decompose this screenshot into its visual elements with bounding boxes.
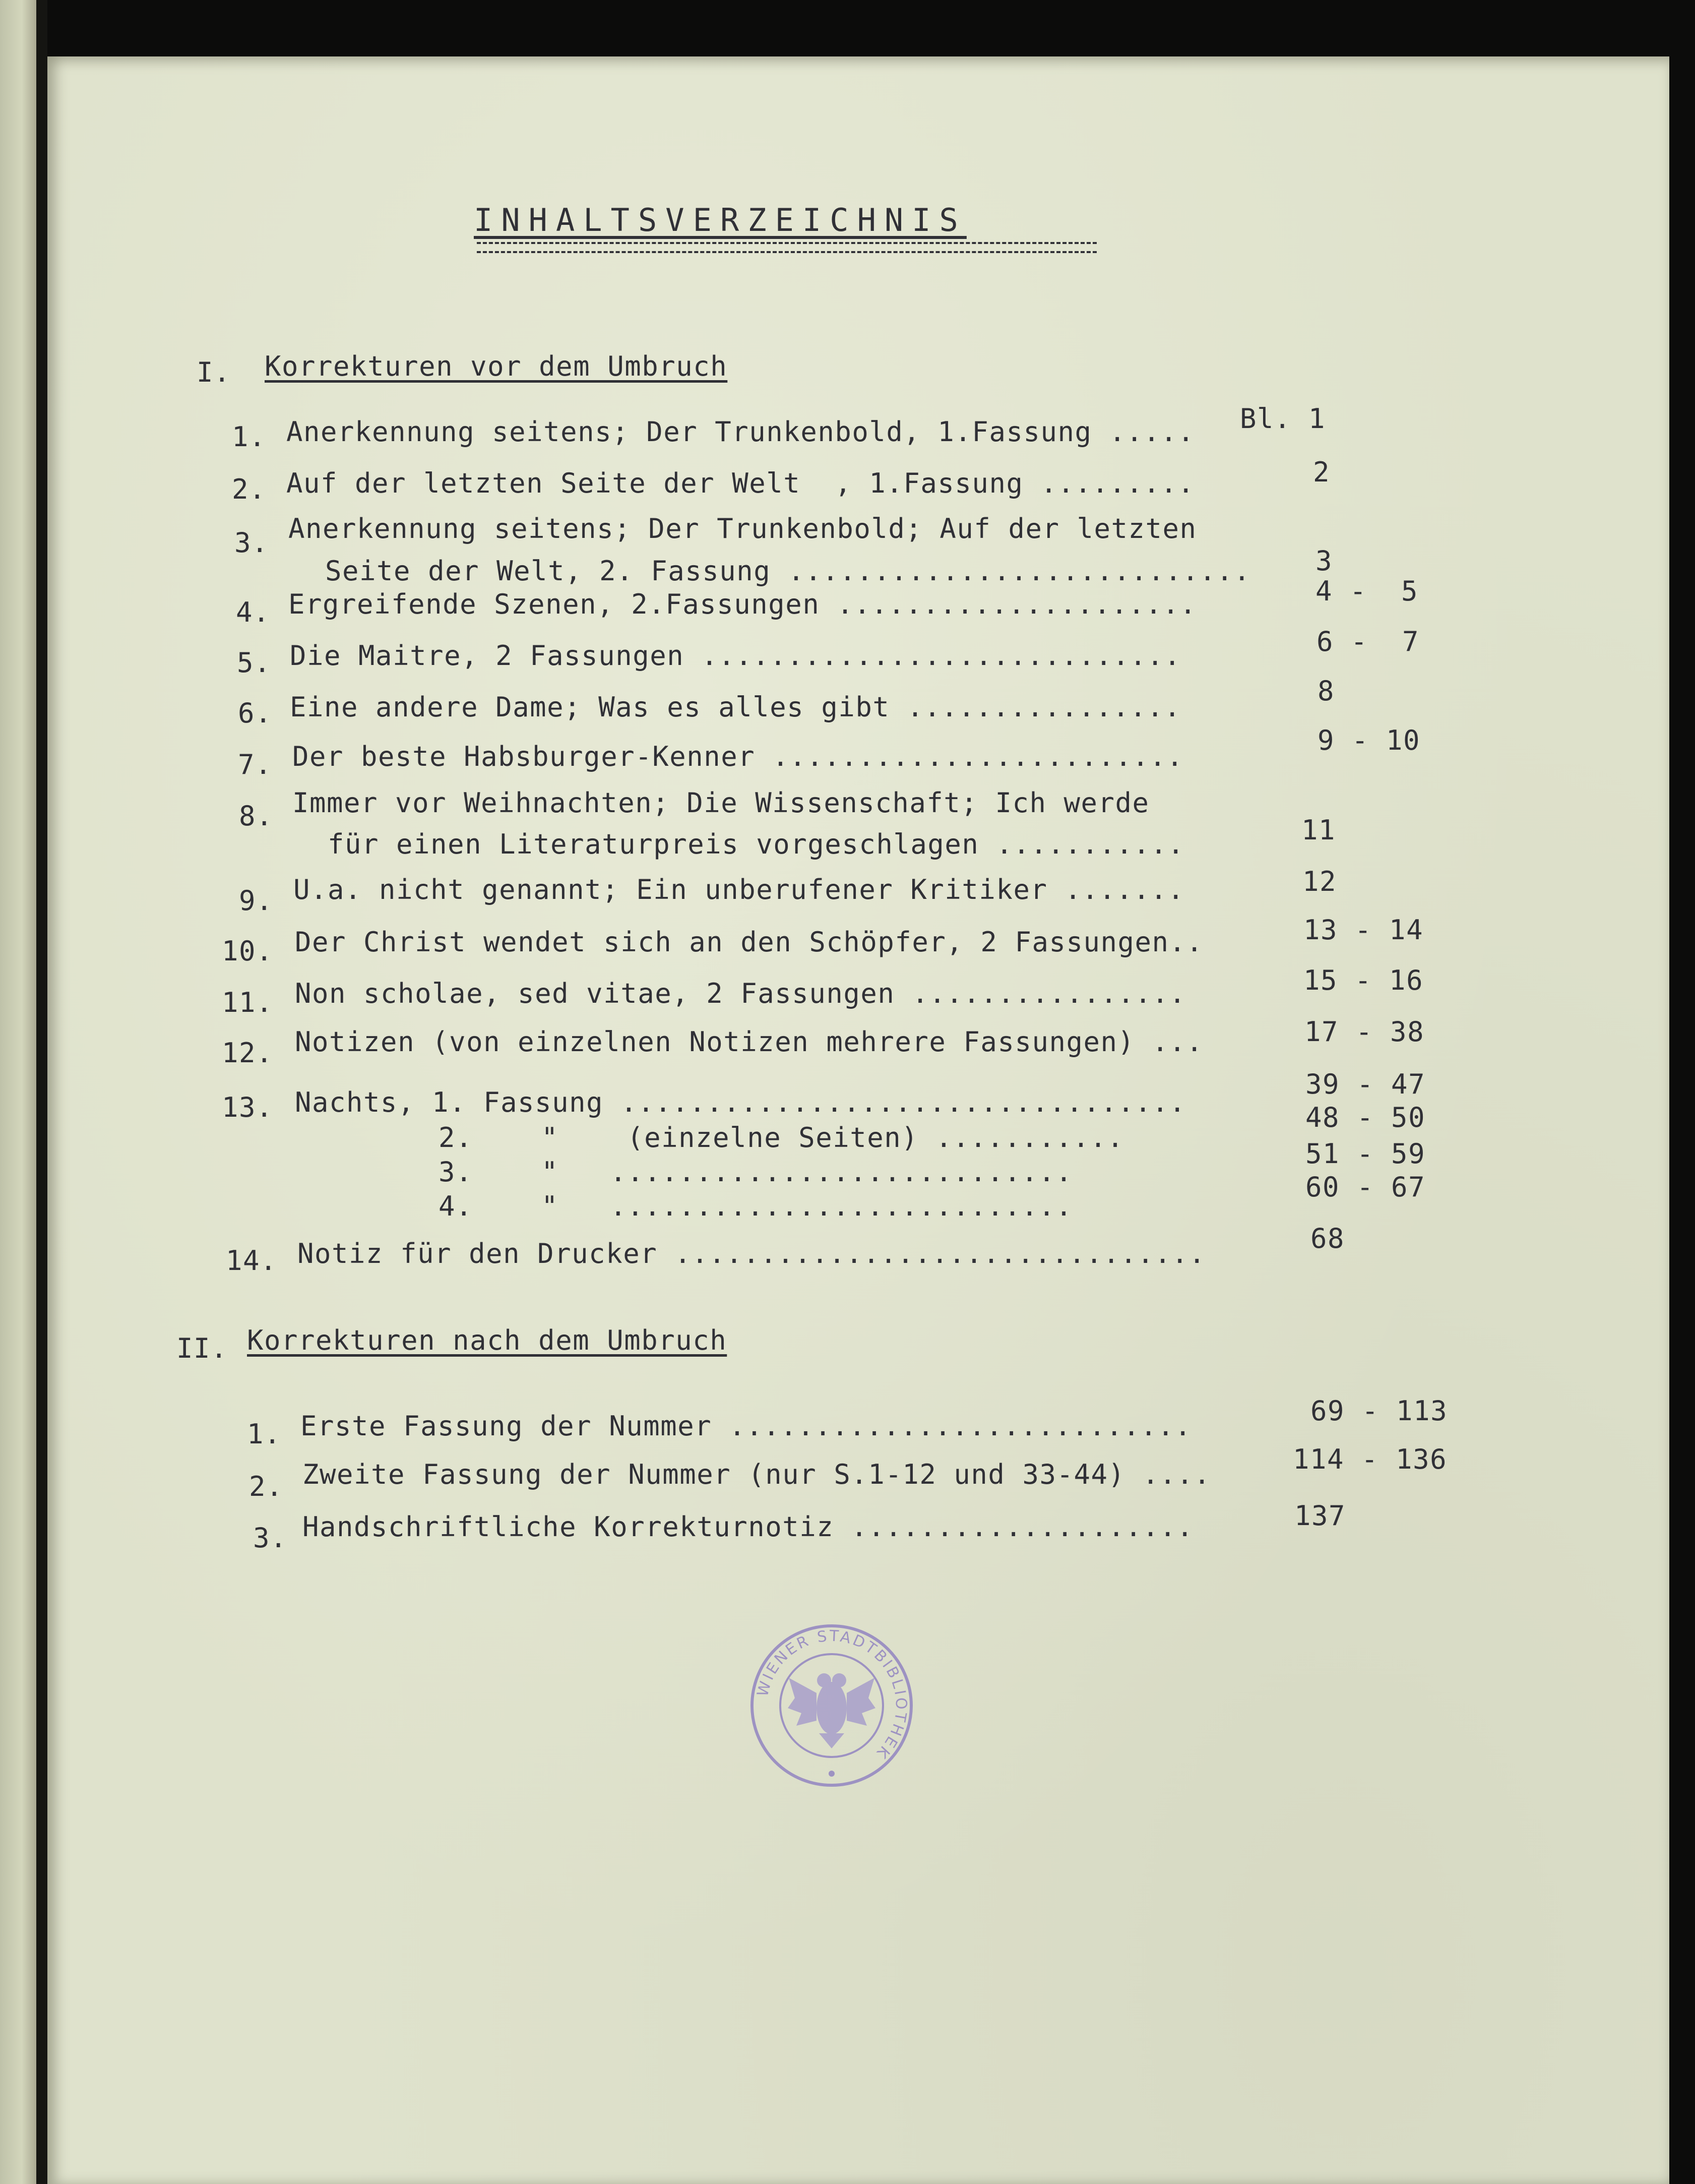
toc-entry-number: 8. [239,800,274,832]
library-stamp [748,1622,915,1789]
toc-entry-number: 2. [232,473,267,505]
toc-entry-pages: 9 - 10 [1317,724,1421,756]
toc-entry-title: Notiz für den Drucker ............................... [297,1238,1206,1269]
toc-entry-number: 14. [226,1245,278,1277]
toc-entry-pages: 68 [1310,1223,1345,1254]
toc-entry-title: U.a. nicht genannt; Ein unberufener Kritiker ....... [293,874,1185,905]
toc-subentry-pages: 60 - 67 [1305,1171,1426,1203]
toc-subentry-title: 4. " ........................... [438,1190,1073,1222]
toc-entry-title: Handschriftliche Korrekturnotiz .................... [302,1511,1194,1543]
stamp-text: WIENER STADTBIBLIOTHEK [754,1627,910,1763]
toc-entry-number: 9. [239,885,274,917]
toc-entry-pages: 4 - 5 [1315,575,1419,607]
toc-entry-title: Anerkennung seitens; Der Trunkenbold; Auf der letzten [288,513,1197,544]
toc-entry-number: 2. [249,1471,284,1502]
toc-entry-number: 7. [238,749,273,780]
toc-entry-title-continued: für einen Literaturpreis vorgeschlagen ........... [328,828,1185,860]
toc-entry-title: Non scholae, sed vitae, 2 Fassungen ................ [295,978,1186,1009]
toc-entry-title: Der Christ wendet sich an den Schöpfer, 2 Fassungen.. [295,926,1204,958]
toc-entry-number: 11. [222,987,274,1018]
toc-entry-pages: 3 [1315,545,1333,577]
toc-entry-pages: 39 - 47 [1305,1068,1426,1100]
toc-entry-number: 3. [234,527,269,559]
toc-subentry-title: 2. " (einzelne Seiten) ........... [438,1122,1124,1154]
part2-numeral: II. [176,1332,228,1364]
toc-entry-title: Der beste Habsburger-Kenner ........................ [292,741,1184,772]
toc-entry-title: Nachts, 1. Fassung ................................. [295,1086,1186,1118]
part1-numeral: I. [197,356,231,388]
toc-entry-number: 1. [247,1418,282,1450]
toc-entry-title: Erste Fassung der Nummer ........................... [300,1410,1192,1442]
toc-entry-number: 6. [238,697,273,729]
eagle-emblem-icon [788,1673,875,1748]
adjacent-page-edge [0,0,36,2184]
toc-entry-number: 10. [222,935,274,967]
toc-entry-pages: Bl. 1 [1240,403,1326,435]
toc-entry-title: Ergreifende Szenen, 2.Fassungen ..................... [288,588,1197,620]
toc-entry-pages: 12 [1302,866,1337,897]
toc-subentry-pages: 51 - 59 [1305,1138,1426,1170]
toc-entry-pages: 15 - 16 [1303,964,1424,996]
toc-entry-pages: 8 [1317,675,1335,707]
page-title: INHALTSVERZEICHNIS [474,202,967,238]
part2-heading: Korrekturen nach dem Umbruch [247,1324,727,1356]
toc-entry-pages: 137 [1294,1500,1346,1532]
toc-entry-title: Auf der letzten Seite der Welt , 1.Fassung ......... [286,467,1195,499]
toc-entry-pages: 17 - 38 [1304,1016,1425,1048]
toc-entry-number: 5. [237,647,272,679]
toc-entry-number: 3. [253,1522,288,1554]
toc-entry-number: 13. [222,1091,274,1123]
toc-entry-title: Zweite Fassung der Nummer (nur S.1-12 und 33-44) .... [302,1459,1211,1490]
part1-heading: Korrekturen vor dem Umbruch [265,350,728,382]
toc-entry-pages: 6 - 7 [1316,626,1420,657]
toc-subentry-title: 3. " ........................... [438,1156,1073,1188]
toc-entry-pages: 69 - 113 [1310,1395,1448,1427]
toc-entry-title: Immer vor Weihnachten; Die Wissenschaft; Ich werde [292,787,1150,819]
binding-gutter [36,0,47,2184]
toc-entry-title: Die Maitre, 2 Fassungen ............................ [290,640,1181,672]
toc-entry-title-continued: Seite der Welt, 2. Fassung ........................... [325,555,1251,587]
toc-entry-title: Anerkennung seitens; Der Trunkenbold, 1.Fassung ..... [286,416,1212,448]
title-double-rule [477,242,1097,253]
toc-entry-pages: 11 [1301,814,1336,846]
toc-entry-title: Notizen (von einzelnen Notizen mehrere Fassungen) ... [295,1026,1204,1058]
toc-entry-number: 12. [222,1037,274,1069]
toc-entry-pages: 114 - 136 [1293,1443,1448,1475]
toc-entry-pages: 2 [1313,456,1331,488]
toc-entry-number: 4. [236,596,271,628]
toc-entry-title: Eine andere Dame; Was es alles gibt ................ [290,691,1181,723]
toc-subentry-pages: 48 - 50 [1305,1102,1426,1133]
stamp-dot [829,1771,835,1777]
toc-entry-pages: 13 - 14 [1303,914,1424,946]
toc-entry-number: 1. [232,421,267,453]
